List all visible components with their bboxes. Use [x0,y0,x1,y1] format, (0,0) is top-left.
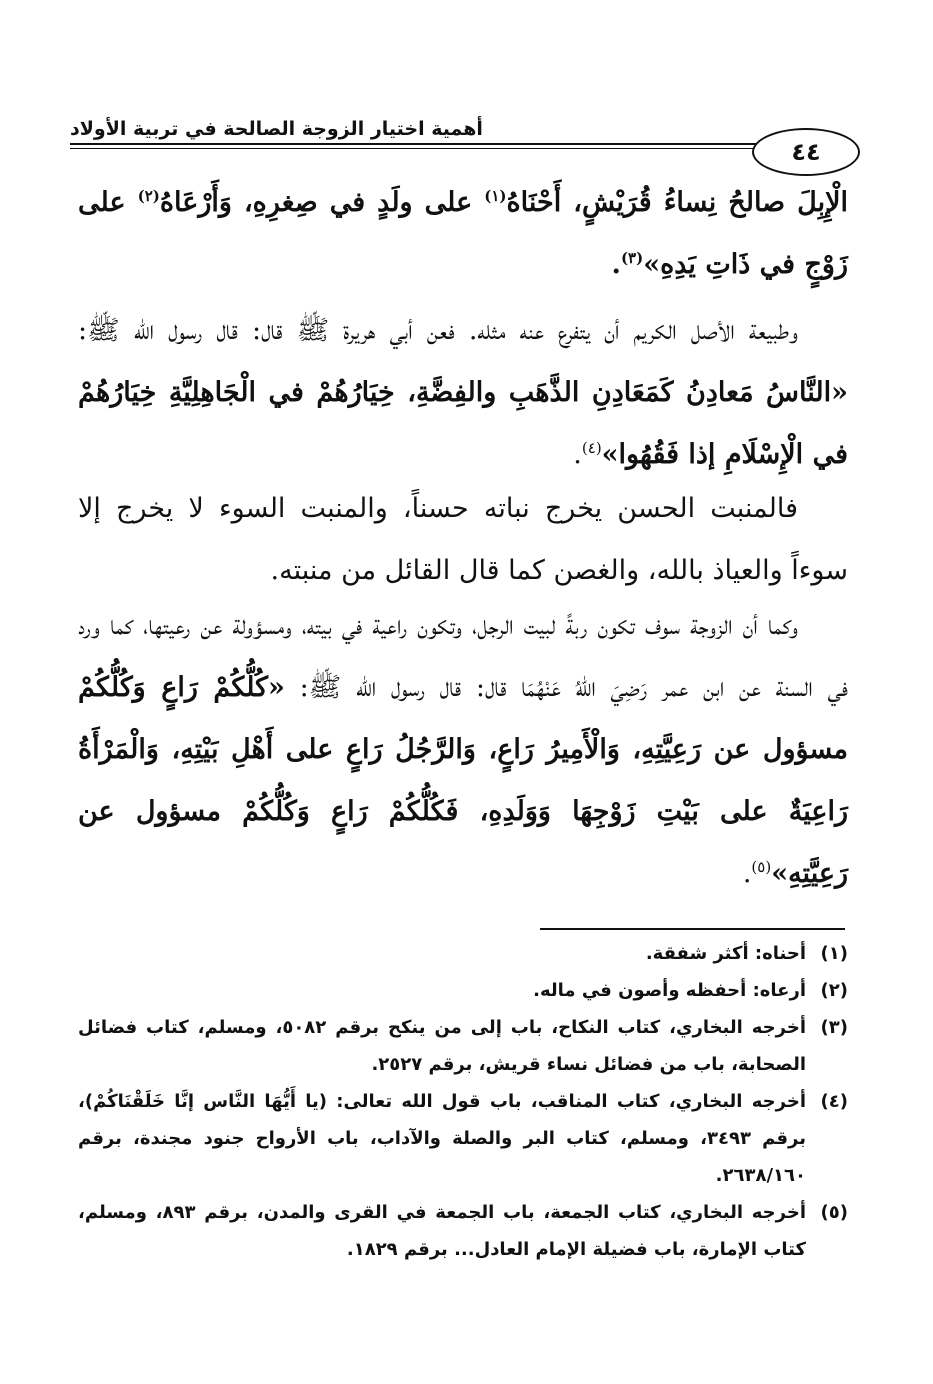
paragraph-4 [78,595,848,905]
footnote-number: (٢) [820,980,848,1001]
p2-hadith: «النَّاسُ مَعادِنُ كَمَعَادِنِ الذَّهَبِ والفِضَّةِ، خِيَارُهُمْ في الْجَاهِلِيَّةِ خِيَارُهُمْ في الْإِسْلَامِ إذا فَقُهُوا» [78,377,848,470]
footnote-text: أخرجه البخاري، كتاب المناقب، باب قول الله تعالى: (يا أَيُّهَا النَّاس إنَّا خَلَقْنَاكُمْ)، برقم ٣٤٩٣، ومسلم، كتاب البر والصلة والآداب، باب الأرواح جنود مجندة، برقم ٢٦٣٨/١٦٠. [78,1091,807,1186]
footnote-4 [78,1083,848,1194]
footnotes [78,935,848,1268]
p1-text: الْإِبِلَ صالحُ نِساءُ قُرَيْشٍ، أَحْنَاهُ [506,187,848,218]
p3-text: فالمنبت الحسن يخرج نباته حسناً، والمنبت السوء لا يخرج إلا سوءاً والعياذ بالله، والغصن كما قال القائل من منبته. [78,493,848,586]
footnote-number: (٤) [820,1091,848,1112]
p4-hadith: «كُلُّكُمْ رَاعٍ وَكُلُّكُمْ مسؤول عن رَعِيَّتِهِ، وَالْأَمِيرُ رَاعٍ، وَالرَّجُلُ رَاعٍ على أَهْلِ بَيْتِهِ، وَالْمَرْأَةُ رَاعِيَةٌ على بَيْتِ زَوْجِهَا وَوَلَدِهِ، فَكُلُّكُمْ رَاعٍ وَكُلُّكُمْ مسؤول عن رَعِيَّتِهِ» [78,672,848,889]
p1-end: . [611,249,621,280]
footnote-separator [540,928,845,930]
footnote-ref-5[interactable]: (٥) [751,858,772,876]
p2-end: . [573,439,582,470]
footnote-2 [78,972,848,1009]
paragraph-3 [78,478,848,602]
page-number [752,128,860,176]
footnote-text: أرعاه: أحفظه وأصون في ماله. [533,980,806,1001]
footnote-ref-3[interactable]: (٣) [620,249,644,267]
footnote-number: (٣) [820,1017,848,1038]
footnote-text: أخرجه البخاري، كتاب النكاح، باب إلى من ينكح برقم ٥٠٨٢، ومسلم، كتاب فضائل الصحابة، باب من فضائل نساء قريش، برقم ٢٥٢٧. [78,1017,806,1075]
footnote-ref-2[interactable]: (٢) [137,187,160,205]
footnote-text: أخرجه البخاري، كتاب الجمعة، باب الجمعة في القرى والمدن، برقم ٨٩٣، ومسلم، كتاب الإمارة، باب فضيلة الإمام العادل... برقم ١٨٢٩. [78,1202,806,1260]
running-title: أهمية اختيار الزوجة الصالحة في تربية الأولاد [70,118,483,140]
page-number-text: ٤٤ [791,138,821,166]
p4-end: . [742,858,752,889]
footnote-ref-4[interactable]: (٤) [581,439,602,457]
footnote-number: (١) [820,943,848,964]
footnote-ref-1[interactable]: (١) [484,187,507,205]
paragraph-2 [78,300,848,486]
footnote-1 [78,935,848,972]
footnote-3 [78,1009,848,1083]
p1-text-2: على ولَدٍ في صِغرِهِ، وَأَرْعَاهُ [159,187,485,218]
footnote-text: أحناه: أكثر شفقة. [645,943,806,964]
footnote-number: (٥) [820,1202,848,1223]
p2-intro: وطبيعة الأصل الكريم أن يتفرع عنه مثله. فعن أبي هريرة ﷺ قال: قال رسول الله ﷺ: [78,315,798,346]
paragraph-1 [78,172,848,296]
p4-intro: وكما أن الزوجة سوف تكون ربةً لبيت الرجل، وتكون راعية في بيته، ومسؤولة عن رعيتها، كما ورد في السنة عن ابن عمر رَضِيَ اللهُ عَنْهُمَا قال: قال رسول الله ﷺ: [78,610,848,703]
header-rule [70,143,810,145]
p1-text-3: على زَوْجٍ في ذَاتِ يَدِهِ» [78,187,848,280]
header-rule-thin [70,148,810,149]
footnote-5 [78,1194,848,1268]
